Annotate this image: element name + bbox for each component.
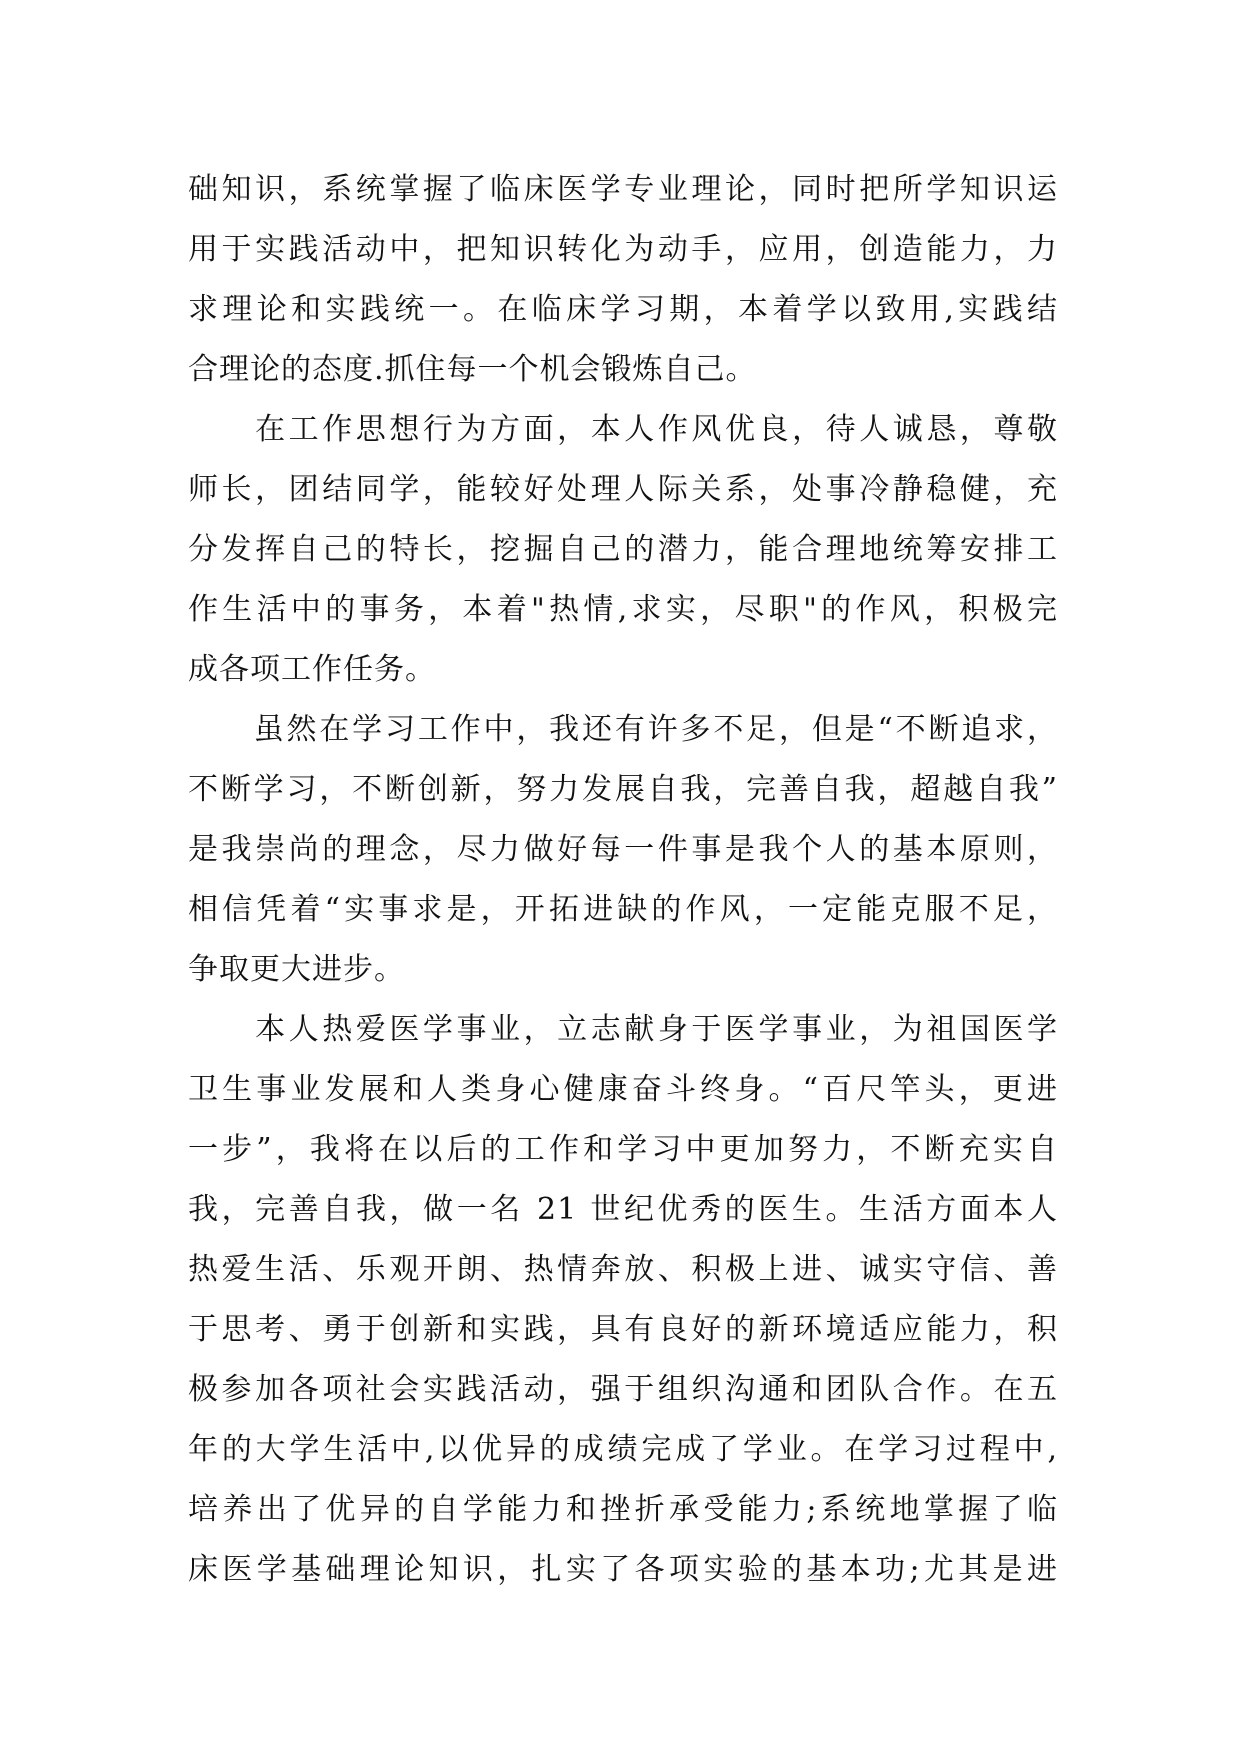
text-line: 一步”，我将在以后的工作和学习中更加努力，不断充实自: [188, 1132, 1058, 1167]
text-line: 相信凭着“实事求是，开拓进缺的作风，一定能克服不足，: [188, 892, 1058, 927]
text-line: 我，完善自我，做一名 21 世纪优秀的医生。生活方面本人: [188, 1192, 1058, 1227]
text-line: 求理论和实践统一。在临床学习期，本着学以致用,实践结: [188, 292, 1058, 327]
text-line: 虽然在学习工作中，我还有许多不足，但是“不断追求，: [188, 712, 1058, 747]
text-line: 极参加各项社会实践活动，强于组织沟通和团队合作。在五: [188, 1372, 1058, 1407]
text-line: 成各项工作任务。: [188, 652, 436, 687]
text-line: 于思考、勇于创新和实践，具有良好的新环境适应能力，积: [188, 1312, 1058, 1347]
text-line: 年的大学生活中,以优异的成绩完成了学业。在学习过程中,: [188, 1432, 1058, 1467]
text-line: 热爱生活、乐观开朗、热情奔放、积极上进、诚实守信、善: [188, 1252, 1058, 1287]
text-line: 争取更大进步。: [188, 952, 405, 987]
text-line: 培养出了优异的自学能力和挫折承受能力;系统地掌握了临: [188, 1492, 1058, 1527]
text-line: 是我崇尚的理念，尽力做好每一件事是我个人的基本原则，: [188, 832, 1058, 867]
text-line: 本人热爱医学事业，立志献身于医学事业，为祖国医学: [188, 1012, 1058, 1047]
text-line: 床医学基础理论知识，扎实了各项实验的基本功;尤其是进: [188, 1552, 1058, 1587]
text-line: 不断学习，不断创新，努力发展自我，完善自我，超越自我”: [188, 772, 1058, 807]
text-line: 础知识，系统掌握了临床医学专业理论，同时把所学知识运: [188, 172, 1058, 207]
text-line: 在工作思想行为方面，本人作风优良，待人诚恳，尊敬: [188, 412, 1058, 447]
text-line: 合理论的态度.抓住每一个机会锻炼自己。: [188, 352, 757, 387]
text-line: 卫生事业发展和人类身心健康奋斗终身。“百尺竿头，更进: [188, 1072, 1058, 1107]
text-line: 用于实践活动中，把知识转化为动手，应用，创造能力，力: [188, 232, 1058, 267]
text-line: 作生活中的事务，本着"热情,求实，尽职"的作风，积极完: [188, 592, 1058, 627]
body-text: [188, 160, 1058, 1600]
text-line: 分发挥自己的特长，挖掘自己的潜力，能合理地统筹安排工: [188, 532, 1058, 567]
text-line: 师长，团结同学，能较好处理人际关系，处事冷静稳健，充: [188, 472, 1058, 507]
